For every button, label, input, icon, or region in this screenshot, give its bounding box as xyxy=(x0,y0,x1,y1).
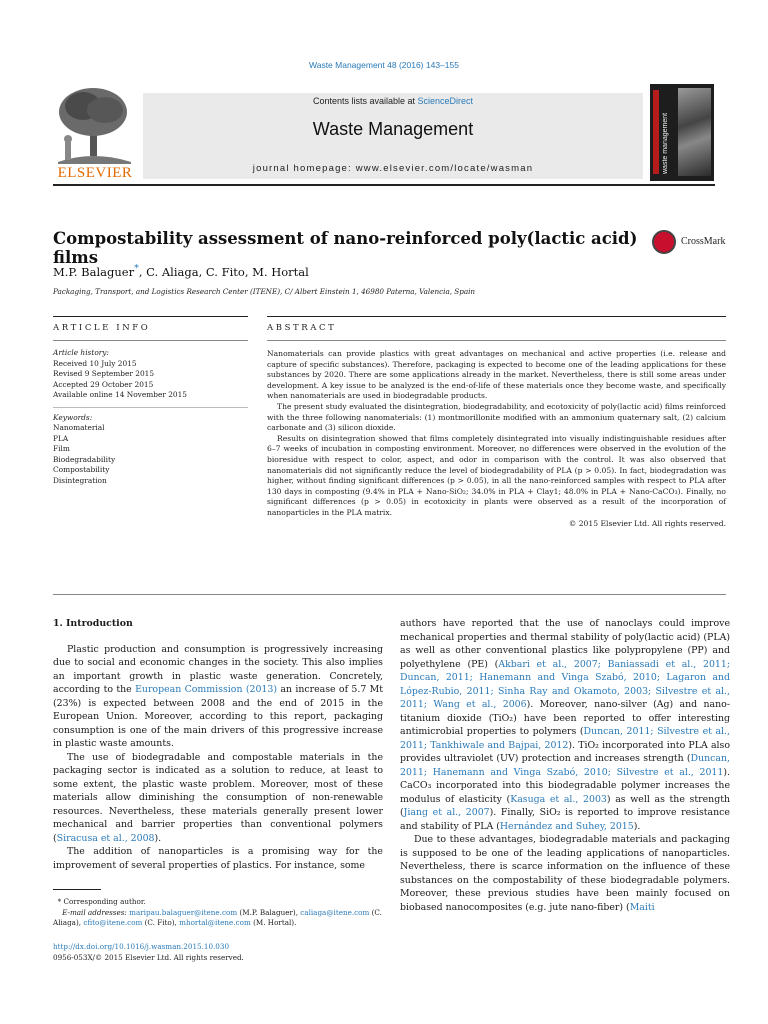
contents-line xyxy=(143,96,643,106)
author-list xyxy=(53,263,309,279)
body-paragraph: The addition of nanoparticles is a promising way for the improvement of several properties of plastics. For instance, some xyxy=(53,846,383,871)
body-text: ). TiO₂ incorporated into PLA also provides ultraviolet (UV) protection and increases strength ( xyxy=(400,739,730,764)
footnote-rule xyxy=(53,889,101,890)
journal-reference[interactable]: Waste Management 48 (2016) 143–155 xyxy=(309,60,459,70)
citation-link[interactable]: Jiang et al., 2007 xyxy=(403,807,490,818)
body-text: Due to these advantages, biodegradable materials and packaging is supposed to be one of the leading applications of nanoparticles. Nevertheless, there is scarce information on the influence of these substances on the compostability of these biodegradable polymers. Moreover, these previous studies have been mainly focused on biobased nanocomposites (e.g. jute nano-fiber) ( xyxy=(400,834,730,913)
citation-link[interactable]: Duncan, 2011; Silvestre et al., 2011; Tankhiwale and Bajpai, 2012 xyxy=(400,726,730,751)
keyword: Compostability xyxy=(53,465,110,474)
history-accepted: Accepted 29 October 2015 xyxy=(53,379,154,389)
crossmark-icon xyxy=(652,230,676,254)
article-info-heading: ARTICLE INFO xyxy=(53,323,151,333)
journal-banner xyxy=(143,93,643,179)
body-text: ) as well as the strength ( xyxy=(400,793,730,818)
abstract-paragraph: The present study evaluated the disintegration, biodegradability, and ecotoxicity of poly(lactic acid) films reinforced with the three following nanomaterials: (1) montmorillonite modified with an ammonium quaternary salt, (2) calcium carbonate and (3) silicon dioxide. xyxy=(267,401,726,433)
email-owner: (C. Fito), xyxy=(142,918,180,927)
contents-prefix: Contents lists available at xyxy=(312,96,418,106)
other-authors: , C. Aliaga, C. Fito, M. Hortal xyxy=(138,264,309,279)
email-owner: (M. Hortal). xyxy=(250,918,297,927)
abstract-paragraph: Nanomaterials can provide plastics with great advantages on mechanical and active properties (i.e. release and capture of specific substances). Therefore, packaging is expected to become one of the leading applications for these substances by 2020. There are some applications already in the market. Nevertheless, there is still some areas under development. A key issue to be analyzed is the end-of-life of these materials once they become waste, and specifically when nanomaterials are used in biodegradable products. xyxy=(267,349,726,401)
body-text: authors have reported that the use of nanoclays could improve mechanical properties and thermal stability of poly(lactic acid) (PLA) as well as other conventional plastics like polypropylene (PP) and polyethylene (PE) ( xyxy=(400,618,730,670)
body-text: ). xyxy=(154,832,162,844)
corresponding-note xyxy=(53,897,383,908)
abstract-copyright: © 2015 Elsevier Ltd. All rights reserved. xyxy=(568,518,726,528)
abstract-body xyxy=(267,349,726,529)
email-owner: (M.P. Balaguer), xyxy=(237,907,301,917)
body-text: ). Finally, SiO₂ is reported to improve resistance and stability of PLA ( xyxy=(400,807,730,832)
footnote xyxy=(53,897,383,929)
info-top-rule xyxy=(53,316,248,317)
body-text: ). xyxy=(633,820,641,832)
body-paragraph xyxy=(53,751,383,846)
email-link[interactable]: caliaga@itene.com xyxy=(300,907,370,917)
body-text: The use of biodegradable and compostable materials in the packaging sector is indicated as a solution to reduce, at least to some extent, the plastic waste problem. Moreover, most of these materials allow diminishing the consumption of non-renewable resources. Nevertheless, these materials generally present lower mechanical and barrier properties than conventional polymers ( xyxy=(53,751,383,844)
abstract-heading: ABSTRACT xyxy=(267,323,337,333)
body-paragraph xyxy=(400,833,730,914)
journal-cover-thumbnail[interactable] xyxy=(650,84,714,181)
citation-link[interactable]: Siracusa et al., 2008 xyxy=(56,832,155,844)
keyword: Film xyxy=(53,444,70,453)
citation-link[interactable]: Kasuga et al., 2003 xyxy=(510,793,607,805)
citation-link[interactable]: Duncan, 2011; Hanemann and Vinga Szabó, 2010; Silvestre et al., 2011 xyxy=(400,753,730,778)
email-link[interactable]: mhortal@itene.com xyxy=(179,918,251,927)
cover-strip xyxy=(653,90,659,174)
history-revised: Revised 9 September 2015 xyxy=(53,369,155,378)
body-column-left xyxy=(53,617,383,872)
issn-line: 0956-053X/© 2015 Elsevier Ltd. All rights reserved. xyxy=(53,952,244,962)
section-heading: 1. Introduction xyxy=(53,618,133,629)
body-text: an increase of 5.7 Mt (23%) is expected between 2008 and the end of 2015 in the European Union. Moreover, according to this report, packaging consumption is one of the main drivers of this progressive increase in plastic waste amounts. xyxy=(53,684,384,749)
keyword: PLA xyxy=(53,433,69,443)
cover-title: waste management xyxy=(662,112,669,174)
crossmark-label: CrossMark xyxy=(681,236,726,247)
abstract-rule xyxy=(267,340,726,341)
body-text: ). Moreover, nano-silver (Ag) and nano-titanium dioxide (TiO₂) have been reported to offer interesting antimicrobial properties to polymers ( xyxy=(400,699,730,737)
email-link[interactable]: maripau.balaguer@itene.com xyxy=(129,907,238,917)
citation-link[interactable]: Akbari et al., 2007; Baniassadi et al., 2011; Duncan, 2011; Hanemann and Vinga Szabó, 2010; Lagaron and López-Rubio, 2011; Sinha Ray and Okamoto, 2003; Silvestre et al., 2011; Wang et al., 2006 xyxy=(400,658,730,710)
abstract-top-rule xyxy=(267,316,726,317)
email-owner: (C. Aliaga), xyxy=(53,907,382,927)
abstract-paragraph: Results on disintegration showed that films completely disintegrated into visually indistinguishable residues after 6–7 weeks of incubation in composting environment. Moreover, no differences were observed in the evolution of the bioresidue with respect to color, aspect, and odor in comparison with the control. It was also observed that nanomaterials did not significantly reduce the level of biodegradability of PLA (p > 0.05). In fact, biodegradation was higher, without finding significant differences (p > 0.05), in all the nano-reinforced samples with respect to PLA after 130 days in composting (9.4% in PLA + Nano-SiO₂; 34.0% in PLA + Clay1; 48.0% in PLA + Nano-CaCO₃). Finally, no significant differences (p > 0.05) in ecotoxicity in plants were observed as a result of the incorporation of nanoparticles in the PLA matrix. xyxy=(267,433,726,517)
body-text: ). CaCO₃ incorporated into this biodegradable polymer increases the modulus of elasticity ( xyxy=(400,766,730,805)
keyword: Disintegration xyxy=(53,475,107,485)
info-separator xyxy=(53,407,248,408)
history-received: Received 10 July 2015 xyxy=(53,358,137,368)
keyword: Biodegradability xyxy=(53,454,116,464)
crossmark-badge[interactable] xyxy=(652,230,732,258)
email-label: E-mail addresses: xyxy=(62,907,130,917)
info-rule xyxy=(53,340,248,341)
history-label: Article history: xyxy=(53,348,109,357)
elsevier-wordmark: ELSEVIER xyxy=(57,165,133,181)
footnote-mark: * xyxy=(57,897,62,906)
affiliation: Packaging, Transport, and Logistics Research Center (ITENE), C/ Albert Einstein 1, 46980 Paterna, Valencia, Spain xyxy=(53,287,476,296)
corresponding-label: Corresponding author. xyxy=(61,897,146,906)
body-paragraph xyxy=(53,643,383,751)
email-link[interactable]: cfito@itene.com xyxy=(83,918,143,927)
keyword: Nanomaterial xyxy=(53,423,105,432)
citation-link[interactable]: Hernández and Suhey, 2015 xyxy=(499,820,634,832)
journal-masthead xyxy=(53,84,715,186)
author-balaguer[interactable]: M.P. Balaguer xyxy=(53,264,135,279)
body-paragraph xyxy=(400,617,730,833)
body-text: Plastic production and consumption is progressively increasing due to social and economic changes in the society. This also implies an important growth in plastic waste generation. Concretely, according to the xyxy=(53,643,383,695)
article-info xyxy=(53,348,248,486)
journal-homepage[interactable]: journal homepage: www.elsevier.com/locate/wasman xyxy=(252,163,534,174)
citation-link[interactable]: European Commission (2013) xyxy=(135,684,278,695)
doi-block xyxy=(53,942,244,963)
cover-image xyxy=(678,88,711,176)
email-addresses xyxy=(53,908,383,929)
abstract-bottom-rule xyxy=(53,594,726,595)
history-online: Available online 14 November 2015 xyxy=(53,390,188,399)
keywords-label: Keywords: xyxy=(53,412,93,422)
sciencedirect-link[interactable]: ScienceDirect xyxy=(417,96,474,106)
citation-link[interactable]: Maiti xyxy=(629,901,655,913)
corresponding-mark[interactable]: * xyxy=(134,263,139,274)
journal-title: Waste Management xyxy=(312,119,474,139)
doi-link[interactable]: http://dx.doi.org/10.1016/j.wasman.2015.10.030 xyxy=(53,942,230,951)
body-column-right xyxy=(400,617,730,914)
article-title: Compostability assessment of nano-reinforced poly(lactic acid) films xyxy=(53,229,638,267)
